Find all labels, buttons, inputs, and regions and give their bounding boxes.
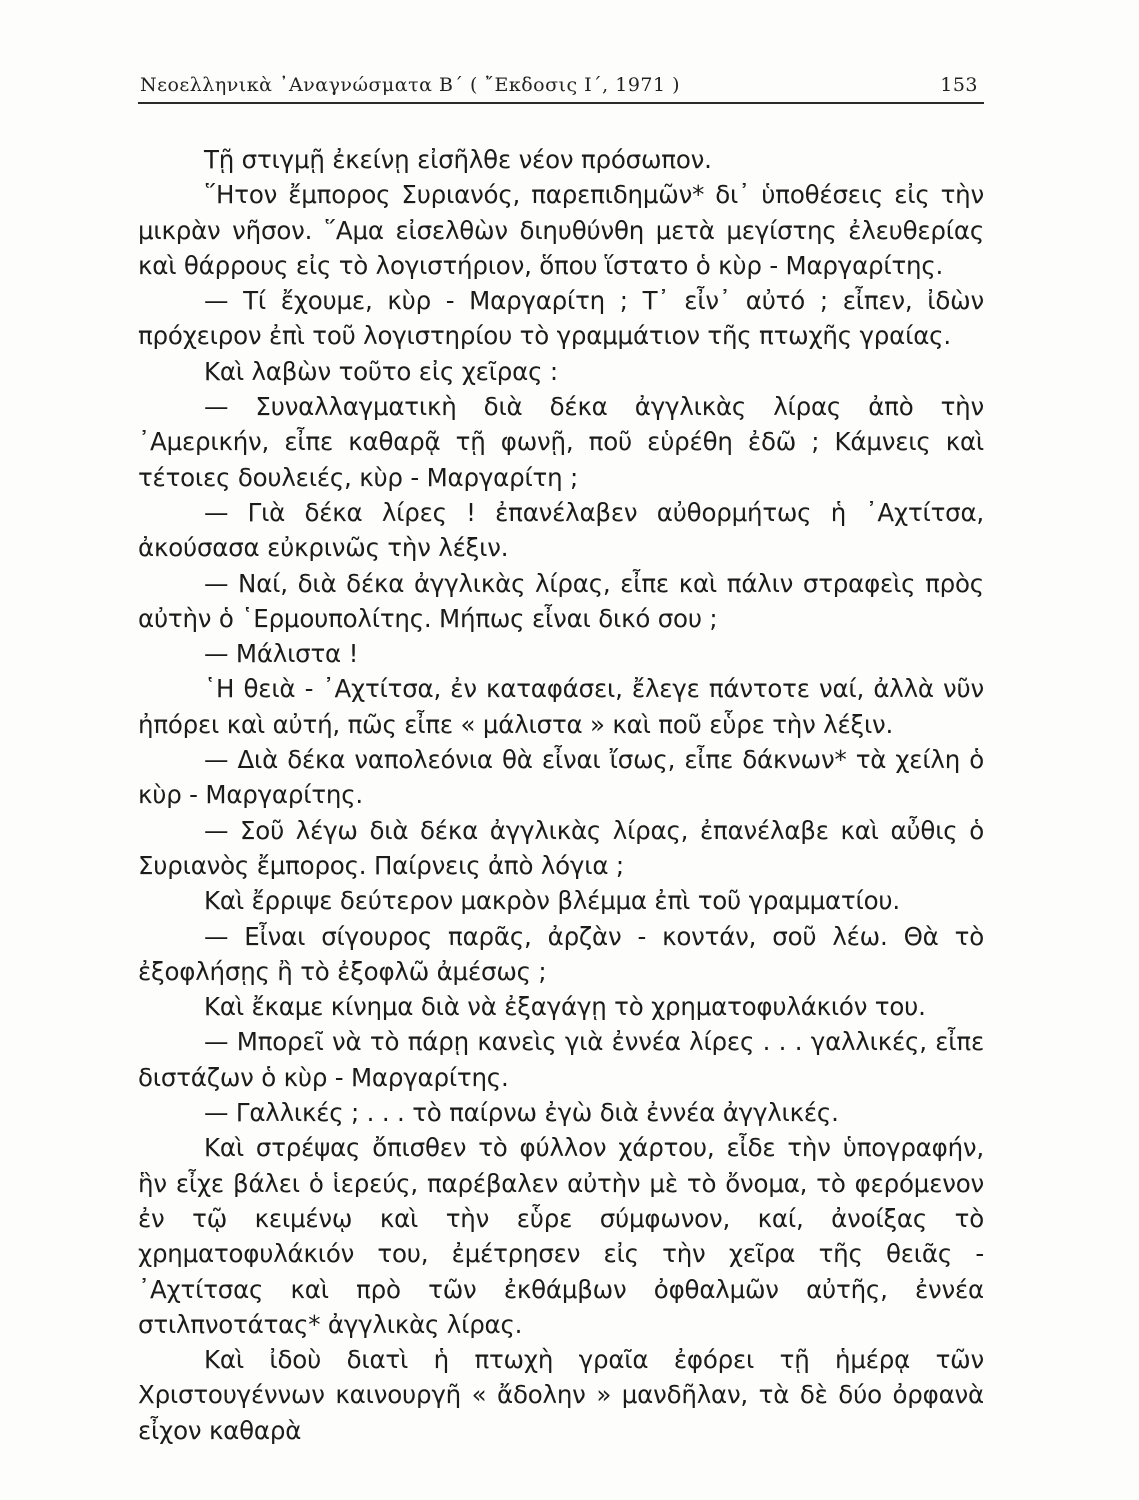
paragraph: — Συναλλαγματικὴ διὰ δέκα ἀγγλικὰς λίρας ἀπὸ τὴν ᾽Αμερικήν, εἶπε καθαρᾷ τῇ φωνῇ, ποῦ εὑρέθη ἐδῶ ; Κάμνεις καὶ τέτοιες δουλειές, κὺρ - Μαργαρίτη ; [138,392,984,492]
paragraph: — Γιὰ δέκα λίρες ! ἐπανέλαβεν αὐθορμήτως ἡ ᾽Αχτίτσα, ἀκούσασα εὐκρινῶς τὴν λέξιν. [138,497,984,563]
paragraph: — Σοῦ λέγω διὰ δέκα ἀγγλικὰς λίρας, ἐπανέλαβε καὶ αὖθις ὁ Συριανὸς ἔμπορος. Παίρνεις ἀπὸ λόγια ; [138,815,984,880]
paragraph: — Εἶναι σίγουρος παρᾶς, ἀρζὰν - κοντάν, σοῦ λέω. Θὰ τὸ ἐξοφλήσῃς ἢ τὸ ἐξοφλῶ ἀμέσως ; [138,921,984,986]
paragraph: Καὶ στρέψας ὄπισθεν τὸ φύλλον χάρτου, εἶδε τὴν ὑπογραφήν, ἣν εἶχε βάλει ὁ ἱερεύς, παρέβαλεν αὐτὴν μὲ τὸ ὄνομα, τὸ φερόμενον ἐν τῷ κειμένῳ καὶ τὴν εὗρε σύμφωνον, καί, ἀνοίξας τὸ χρηματοφυλάκιόν του, ἐμέτρησεν εἰς τὴν χεῖρα τῆς θειᾶς - ᾽Αχτίτσας καὶ πρὸ τῶν ἐκθάμβων ὀφθαλμῶν αὐτῆς, ἐννέα στιλπνοτάτας* ἀγγλικὰς λίρας. [138,1133,984,1339]
paragraph: — Μάλιστα ! [204,639,359,669]
paragraph: — Ναί, διὰ δέκα ἀγγλικὰς λίρας, εἶπε καὶ πάλιν στραφεὶς πρὸς αὐτὴν ὁ ῾Ερμουπολίτης. Μήπως εἶναι δικό σου ; [138,568,984,633]
paragraph: — Γαλλικές ; . . . τὸ παίρνω ἐγὼ διὰ ἐννέα ἀγγλικές. [204,1098,839,1128]
paragraph: Καὶ ἰδοὺ διατὶ ἡ πτωχὴ γραῖα ἐφόρει τῇ ἡμέρᾳ τῶν Χριστουγέννων καινουργῆ « ἄδολην » μανδῆλαν, τὰ δὲ δύο ὀρφανὰ εἶχον καθαρὰ [138,1345,984,1445]
page-number: 153 [940,74,978,96]
body-text [138,142,984,1448]
header-rule [138,102,984,104]
paragraph: Καὶ λαβὼν τοῦτο εἰς χεῖρας : [204,356,558,386]
paragraph: Τῇ στιγμῇ ἐκείνῃ εἰσῆλθε νέον πρόσωπον. [204,145,712,174]
paragraph: — Μπορεῖ νὰ τὸ πάρῃ κανεὶς γιὰ ἐννέα λίρες . . . γαλλικές, εἶπε διστάζων ὁ κὺρ - Μαργαρίτης. [138,1027,984,1092]
paragraph: ῞Ητον ἔμπορος Συριανός, παρεπιδημῶν* δι᾽ ὑποθέσεις εἰς τὴν μικρὰν νῆσον. ῞Αμα εἰσελθὼν διηυθύνθη μετὰ μεγίστης ἐλευθερίας καὶ θάρρους εἰς τὸ λογιστήριον, ὅπου ἵστατο ὁ κὺρ - Μαργαρίτης. [138,180,984,280]
paragraph: — Τί ἔχουμε, κὺρ - Μαργαρίτη ; Τ᾽ εἶν᾽ αὐτό ; εἶπεν, ἰδὼν πρόχειρον ἐπὶ τοῦ λογιστηρίου τὸ γραμμάτιον τῆς πτωχῆς γραίας. [138,286,984,351]
paragraph: Καὶ ἔρριψε δεύτερον μακρὸν βλέμμα ἐπὶ τοῦ γραμματίου. [204,886,900,916]
paragraph: Καὶ ἔκαμε κίνημα διὰ νὰ ἐξαγάγῃ τὸ χρηματοφυλάκιόν του. [204,992,926,1022]
paragraph: ῾Η θειὰ - ᾽Αχτίτσα, ἐν καταφάσει, ἔλεγε πάντοτε ναί, ἀλλὰ νῦν ἠπόρει καὶ αὐτή, πῶς εἶπε « μάλιστα » καὶ ποῦ εὗρε τὴν λέξιν. [138,674,984,739]
paragraph: — Διὰ δέκα ναπολεόνια θὰ εἶναι ἴσως, εἶπε δάκνων* τὰ χείλη ὁ κὺρ - Μαργαρίτης. [138,745,984,810]
header-title: Νεοελληνικὰ ᾽Αναγνώσματα Β΄ ( ῎Εκδοσις Ι΄, 1971 ) [140,74,681,96]
running-header [138,72,984,102]
